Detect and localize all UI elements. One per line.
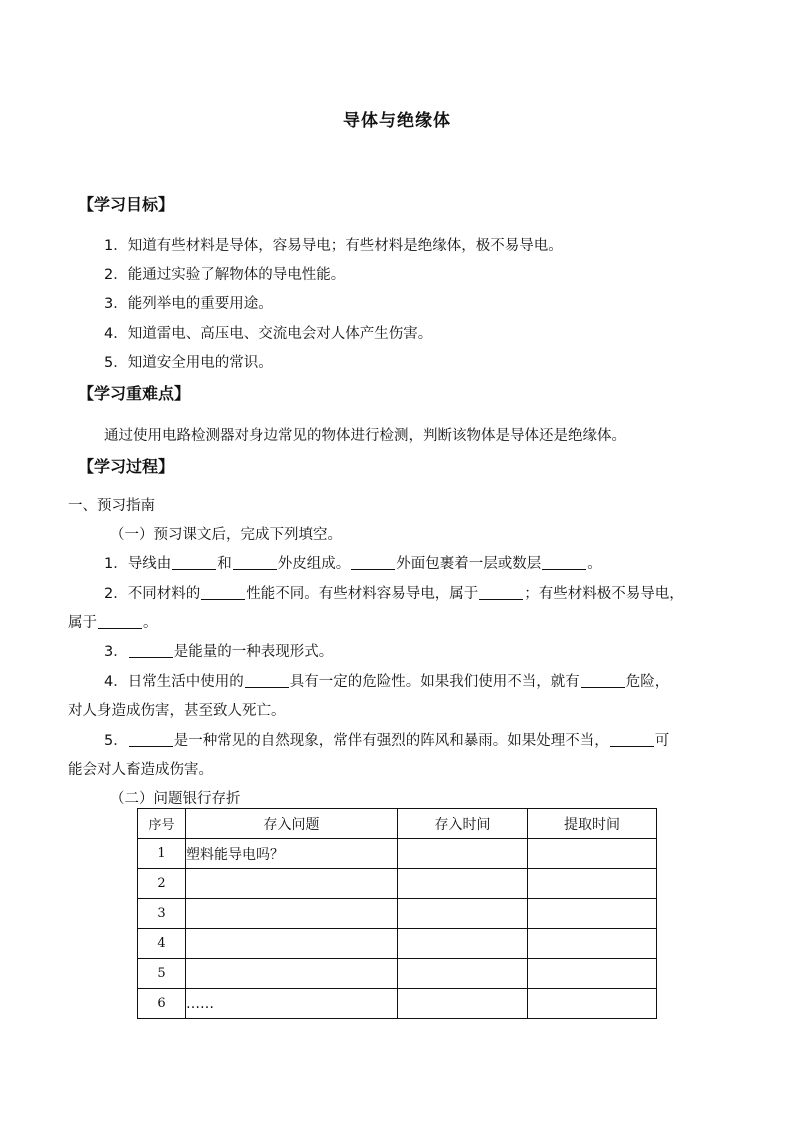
row-deposit-time[interactable] bbox=[398, 989, 528, 1019]
row-question[interactable]: 塑料能导电吗？ bbox=[186, 839, 398, 869]
goal-item: 4．知道雷电、高压电、交流电会对人体产生伤害。 bbox=[104, 326, 433, 342]
header-question: 存入问题 bbox=[186, 809, 398, 839]
answer-blank bbox=[245, 673, 289, 688]
answer-blank bbox=[172, 555, 216, 570]
answer-blank bbox=[98, 614, 142, 629]
row-index: 4 bbox=[138, 929, 186, 959]
goals-heading: 【学习目标】 bbox=[78, 195, 175, 214]
page-title: 导体与绝缘体 bbox=[343, 111, 451, 131]
row-index: 5 bbox=[138, 959, 186, 989]
row-withdraw-time[interactable] bbox=[528, 869, 657, 899]
row-withdraw-time[interactable] bbox=[528, 929, 657, 959]
table-row bbox=[138, 839, 657, 869]
answer-blank bbox=[351, 555, 395, 570]
answer-blank bbox=[610, 732, 654, 747]
row-index: 3 bbox=[138, 899, 186, 929]
row-question[interactable] bbox=[186, 929, 398, 959]
question-5: 5． 是一种常见的自然现象，常伴有强烈的阵风和暴雨。如果处理不当， 可 bbox=[104, 733, 670, 749]
row-withdraw-time[interactable] bbox=[528, 989, 657, 1019]
answer-blank bbox=[201, 585, 245, 600]
header-index: 序号 bbox=[138, 809, 186, 839]
row-withdraw-time[interactable] bbox=[528, 899, 657, 929]
table-row bbox=[138, 899, 657, 929]
row-deposit-time[interactable] bbox=[398, 899, 528, 929]
answer-blank bbox=[233, 555, 277, 570]
row-withdraw-time[interactable] bbox=[528, 959, 657, 989]
question-5-cont: 能会对人畜造成伤害。 bbox=[68, 762, 213, 778]
answer-blank bbox=[479, 585, 523, 600]
question-2-cont: 属于 。 bbox=[68, 615, 158, 631]
row-index: 1 bbox=[138, 839, 186, 869]
row-index: 6 bbox=[138, 989, 186, 1019]
answer-blank bbox=[542, 555, 586, 570]
section-preview-guide: 一、预习指南 bbox=[68, 498, 155, 514]
question-4-cont: 对人身造成伤害，甚至致人死亡。 bbox=[68, 703, 286, 719]
subsection-fill-blanks: （一）预习课文后，完成下列填空。 bbox=[110, 527, 342, 543]
row-deposit-time[interactable] bbox=[398, 869, 528, 899]
header-withdraw-time: 提取时间 bbox=[528, 809, 657, 839]
goal-item: 3．能列举电的重要用途。 bbox=[104, 296, 273, 312]
goal-item: 1．知道有些材料是导体，容易导电；有些材料是绝缘体，极不易导电。 bbox=[104, 238, 563, 254]
question-4: 4．日常生活中使用的 具有一定的危险性。如果我们使用不当，就有 危险， bbox=[104, 674, 670, 690]
table-row bbox=[138, 989, 657, 1019]
row-deposit-time[interactable] bbox=[398, 959, 528, 989]
row-withdraw-time[interactable] bbox=[528, 839, 657, 869]
answer-blank bbox=[581, 673, 625, 688]
table-row bbox=[138, 929, 657, 959]
question-2: 2．不同材料的 性能不同。有些材料容易导电，属于 ；有些材料极不易导电， bbox=[104, 586, 684, 602]
row-deposit-time[interactable] bbox=[398, 929, 528, 959]
goal-item: 2．能通过实验了解物体的导电性能。 bbox=[104, 267, 346, 283]
goal-item: 5．知道安全用电的常识。 bbox=[104, 355, 273, 371]
table-row bbox=[138, 959, 657, 989]
table-row bbox=[138, 869, 657, 899]
key-points-heading: 【学习重难点】 bbox=[78, 384, 191, 403]
row-index: 2 bbox=[138, 869, 186, 899]
answer-blank bbox=[129, 643, 173, 658]
question-3: 3． 是能量的一种表现形式。 bbox=[104, 644, 334, 660]
question-1: 1．导线由 和 外皮组成。 外面包裹着一层或数层 。 bbox=[104, 556, 602, 572]
row-deposit-time[interactable] bbox=[398, 839, 528, 869]
table-header-row bbox=[138, 809, 657, 839]
row-question[interactable]: …… bbox=[186, 989, 398, 1019]
row-question[interactable] bbox=[186, 959, 398, 989]
row-question[interactable] bbox=[186, 899, 398, 929]
key-points-text: 通过使用电路检测器对身边常见的物体进行检测，判断该物体是导体还是绝缘体。 bbox=[104, 428, 626, 444]
process-heading: 【学习过程】 bbox=[78, 457, 175, 476]
header-deposit-time: 存入时间 bbox=[398, 809, 528, 839]
answer-blank bbox=[129, 732, 173, 747]
subsection-question-bank: （二）问题银行存折 bbox=[110, 791, 241, 807]
question-bank-table bbox=[137, 808, 657, 1019]
row-question[interactable] bbox=[186, 869, 398, 899]
